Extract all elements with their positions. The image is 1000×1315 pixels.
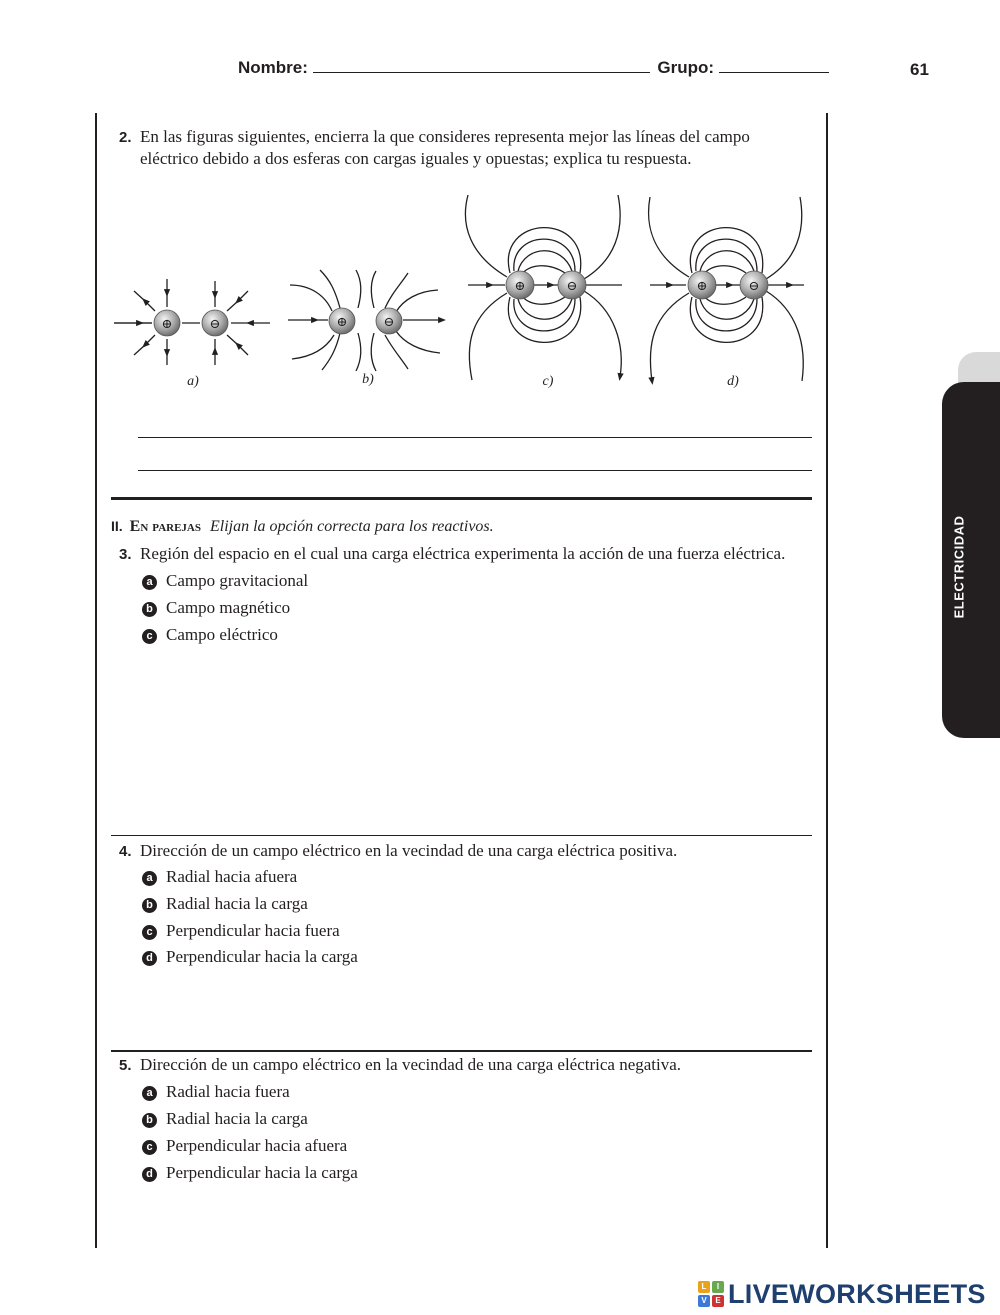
q5-option-c[interactable] — [142, 1135, 347, 1157]
q4-option-d[interactable] — [142, 946, 358, 968]
q4-option-a-text: Radial hacia afuera — [166, 867, 298, 886]
fig-a-plus: ⊕ — [161, 316, 173, 331]
q5-option-b-letter: b — [142, 1113, 157, 1128]
fig-a-minus: ⊖ — [209, 316, 221, 331]
header — [238, 58, 829, 78]
q5-option-d[interactable] — [142, 1162, 358, 1184]
q3-number: 3. — [119, 546, 132, 563]
q5-option-a-text: Radial hacia fuera — [166, 1082, 290, 1101]
logo-letter-l: L — [698, 1281, 710, 1293]
q3-text: Región del espacio en el cual una carga eléctrica experimenta la acción de una fuerza eléctrica. — [140, 544, 786, 563]
q3-option-b-letter: b — [142, 602, 157, 617]
q4-number: 4. — [119, 843, 132, 860]
fig-a-caption: a) — [187, 374, 199, 389]
section-instruction: Elijan la opción correcta para los reactivos. — [209, 518, 494, 535]
q5-number: 5. — [119, 1057, 132, 1074]
nombre-label: Nombre: — [238, 58, 308, 77]
liveworksheets-logo[interactable] — [698, 1278, 986, 1310]
q5-option-c-letter: c — [142, 1140, 157, 1155]
q4-option-c-text: Perpendicular hacia fuera — [166, 921, 340, 940]
q4-text: Dirección de un campo eléctrico en la vecindad de una carga eléctrica positiva. — [140, 841, 678, 860]
q4-option-b-letter: b — [142, 898, 157, 913]
q4-option-a[interactable] — [142, 866, 297, 888]
q3-option-a-letter: a — [142, 575, 157, 590]
fig-d-caption: d) — [727, 374, 739, 389]
logo-text: LIVEWORKSHEETS — [728, 1278, 986, 1309]
nombre-field[interactable] — [313, 58, 650, 73]
q5-option-c-text: Perpendicular hacia afuera — [166, 1136, 348, 1155]
q5-option-b-text: Radial hacia la carga — [166, 1109, 308, 1128]
q5-option-b[interactable] — [142, 1108, 308, 1130]
q4-option-b-text: Radial hacia la carga — [166, 894, 308, 913]
q5-option-a[interactable] — [142, 1081, 290, 1103]
field-lines-figures — [100, 185, 820, 400]
figure-d[interactable] — [649, 197, 804, 389]
q3-option-b-text: Campo magnético — [166, 598, 291, 617]
answer-line-1[interactable] — [138, 437, 812, 438]
logo-letter-v: V — [698, 1295, 710, 1307]
fig-b-caption: b) — [362, 372, 374, 387]
q5-option-d-text: Perpendicular hacia la carga — [166, 1163, 358, 1182]
q3-option-c[interactable] — [142, 624, 278, 646]
figure-c[interactable] — [465, 195, 622, 389]
fig-b-plus: ⊕ — [336, 314, 348, 329]
logo-mark-icon — [698, 1281, 724, 1307]
fig-d-minus: ⊖ — [748, 278, 760, 293]
q2-number: 2. — [119, 129, 132, 146]
section-divider — [111, 497, 812, 500]
right-frame-line — [826, 113, 828, 1248]
page-number: 61 — [910, 60, 929, 79]
logo-letter-i: I — [712, 1281, 724, 1293]
fig-c-caption: c) — [542, 374, 554, 389]
logo-letter-e: E — [712, 1295, 724, 1307]
q2-text-line2: eléctrico debido a dos esferas con cargas iguales y opuestas; explica tu respuesta. — [140, 149, 692, 168]
section-header — [111, 518, 494, 536]
q5-text: Dirección de un campo eléctrico en la vecindad de una carga eléctrica negativa. — [140, 1055, 682, 1074]
q5-option-a-letter: a — [142, 1086, 157, 1101]
q3-option-c-letter: c — [142, 629, 157, 644]
fig-b-minus: ⊖ — [383, 314, 395, 329]
fig-d-plus: ⊕ — [696, 278, 708, 293]
q3-option-b[interactable] — [142, 597, 290, 619]
q4-option-c[interactable] — [142, 920, 340, 942]
q3-option-a[interactable] — [142, 570, 308, 592]
section-title: En parejas — [129, 518, 201, 535]
fig-c-minus: ⊖ — [566, 278, 578, 293]
q5-option-d-letter: d — [142, 1167, 157, 1182]
q3-option-c-text: Campo eléctrico — [166, 625, 278, 644]
q4-option-a-letter: a — [142, 871, 157, 886]
q2-text-line1: En las figuras siguientes, encierra la que consideres representa mejor las líneas del campo — [140, 127, 750, 146]
left-frame-line — [95, 113, 97, 1248]
grupo-label: Grupo: — [657, 58, 715, 77]
figure-a[interactable] — [114, 279, 270, 389]
q4-option-d-text: Perpendicular hacia la carga — [166, 947, 358, 966]
q4-option-d-letter: d — [142, 951, 157, 966]
section-numeral: II. — [111, 518, 123, 534]
q5-divider — [111, 1050, 812, 1052]
q4-divider — [111, 835, 812, 836]
q4-option-c-letter: c — [142, 925, 157, 940]
q3-option-a-text: Campo gravitacional — [166, 571, 309, 590]
q4-option-b[interactable] — [142, 893, 308, 915]
side-tab-text: ELECTRICIDAD — [951, 515, 967, 619]
figure-b[interactable] — [288, 270, 442, 387]
answer-line-2[interactable] — [138, 470, 812, 471]
fig-c-plus: ⊕ — [514, 278, 526, 293]
grupo-field[interactable] — [719, 58, 829, 73]
